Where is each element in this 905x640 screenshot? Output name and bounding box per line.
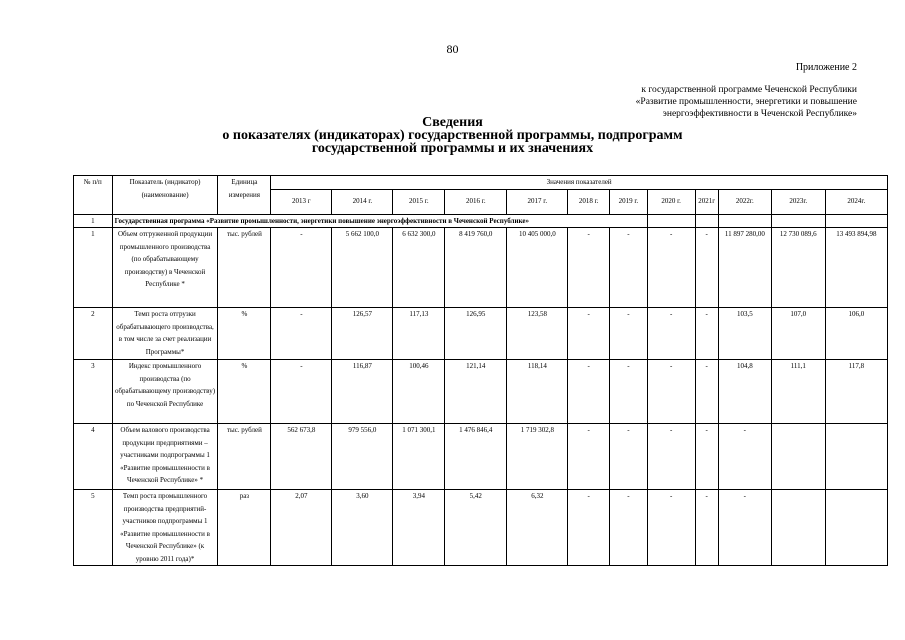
row-no: 4 (74, 424, 113, 490)
row-value: 104,8 (718, 360, 771, 424)
header-year: 2023г. (771, 189, 825, 214)
row-value: 6 632 300,0 (393, 228, 445, 308)
row-value: - (568, 490, 610, 566)
program-row (74, 214, 888, 228)
row-name: Темп роста отгрузки обрабатывающего производства, в том числе за счет реализации Программы* (112, 308, 218, 360)
row-value: 103,5 (718, 308, 771, 360)
table-row (74, 308, 888, 360)
header-year: 2016 г. (445, 189, 507, 214)
row-value: - (568, 228, 610, 308)
row-value: 1 071 300,1 (393, 424, 445, 490)
table-row (74, 490, 888, 566)
row-value: 107,0 (771, 308, 825, 360)
row-value (825, 424, 887, 490)
row-value: - (647, 424, 695, 490)
row-value: 12 730 089,6 (771, 228, 825, 308)
row-value: 11 897 280,00 (718, 228, 771, 308)
row-value: 10 405 000,0 (507, 228, 568, 308)
header-year: 2019 г. (610, 189, 648, 214)
row-value: - (610, 308, 648, 360)
row-value: 8 419 760,0 (445, 228, 507, 308)
table-row (74, 228, 888, 308)
subtitle-line: «Развитие промышленности, энергетики и повышение (635, 97, 857, 107)
row-value: - (271, 228, 332, 308)
appendix-label: Приложение 2 (795, 62, 857, 73)
header-year: 2017 г. (507, 189, 568, 214)
row-unit: тыс. рублей (218, 424, 271, 490)
row-value: 111,1 (771, 360, 825, 424)
row-value (771, 424, 825, 490)
row-name: Темп роста промышленного производства предприятий-участников подпрограммы 1 «Развитие промышленности в Чеченской Республике» (к уровню 2011 года)* (112, 490, 218, 566)
row-value: 562 673,8 (271, 424, 332, 490)
page-number: 80 (446, 42, 459, 56)
row-value: - (695, 360, 718, 424)
row-value: - (695, 424, 718, 490)
row-unit: тыс. рублей (218, 228, 271, 308)
header-name: Показатель (индикатор) (наименование) (112, 176, 218, 215)
indicators-table (73, 175, 888, 566)
row-value: 117,8 (825, 360, 887, 424)
row-value (825, 490, 887, 566)
header-year: 2014 г. (332, 189, 393, 214)
table-row (74, 424, 888, 490)
row-no: 3 (74, 360, 113, 424)
row-value: 5,42 (445, 490, 507, 566)
row-value: - (610, 424, 648, 490)
row-value: 2,07 (271, 490, 332, 566)
title-line: государственной программы и их значениях (311, 141, 594, 156)
row-value: - (647, 360, 695, 424)
row-value: - (568, 424, 610, 490)
row-value: 1 719 302,8 (507, 424, 568, 490)
row-value: 123,58 (507, 308, 568, 360)
row-no: 1 (74, 228, 113, 308)
row-value: - (647, 490, 695, 566)
row-value: 126,95 (445, 308, 507, 360)
document-title (0, 116, 905, 155)
table-row (74, 360, 888, 424)
row-value: - (695, 228, 718, 308)
program-title: Государственная программа «Развитие промышленности, энергетики повышение энергоэффективности в Чеченской Республике» (112, 214, 647, 228)
row-value: - (271, 308, 332, 360)
row-value: 121,14 (445, 360, 507, 424)
header-year: 2022г. (718, 189, 771, 214)
header-unit: Единица измерения (218, 176, 271, 215)
row-unit: % (218, 308, 271, 360)
row-value: 979 556,0 (332, 424, 393, 490)
row-value (771, 490, 825, 566)
header-year: 2018 г. (568, 189, 610, 214)
row-value: 3,60 (332, 490, 393, 566)
empty-cell (647, 214, 695, 228)
row-value: - (647, 308, 695, 360)
title-line: о показателях (индикаторах) государственной программы, подпрограмм (222, 128, 683, 143)
row-value: 117,13 (393, 308, 445, 360)
empty-cell (825, 214, 887, 228)
row-value: - (695, 308, 718, 360)
row-name: Индекс промышленного производства (по обрабатывающему производству) по Чеченской Республике (112, 360, 218, 424)
header-year: 2013 г (271, 189, 332, 214)
row-value: - (610, 490, 648, 566)
row-value: 13 493 894,98 (825, 228, 887, 308)
row-value: - (271, 360, 332, 424)
row-value: - (568, 308, 610, 360)
row-unit: % (218, 360, 271, 424)
program-no: 1 (74, 214, 113, 228)
row-value: - (718, 424, 771, 490)
subtitle-line: энергоэффективности в Чеченской Республике» (662, 109, 857, 119)
indicator-rows (74, 228, 888, 566)
row-value: 116,87 (332, 360, 393, 424)
row-name: Объем отгруженной продукции промышленного производства (по обрабатывающему производству) в Чеченской Республике * (112, 228, 218, 308)
empty-cell (718, 214, 771, 228)
row-value: 5 662 100,0 (332, 228, 393, 308)
header-year: 2020 г. (647, 189, 695, 214)
header-year: 2015 г. (393, 189, 445, 214)
row-value: - (718, 490, 771, 566)
title-line: Сведения (422, 115, 483, 130)
header-year: 2024г. (825, 189, 887, 214)
header-no: № п/п (74, 176, 113, 215)
row-value: 118,14 (507, 360, 568, 424)
row-value: 1 476 846,4 (445, 424, 507, 490)
row-value: 106,0 (825, 308, 887, 360)
empty-cell (771, 214, 825, 228)
row-value: 126,57 (332, 308, 393, 360)
row-value: - (647, 228, 695, 308)
row-value: - (695, 490, 718, 566)
row-name: Объем валового производства продукции предприятиями – участниками подпрограммы 1 «Развитие промышленности в Чеченской Республике» * (112, 424, 218, 490)
appendix-subtitle (636, 84, 857, 120)
row-no: 2 (74, 308, 113, 360)
header-year: 2021г (695, 189, 718, 214)
row-value: - (610, 228, 648, 308)
header-values-group: Значения показателей (271, 176, 888, 190)
row-value: - (610, 360, 648, 424)
row-value: 3,94 (393, 490, 445, 566)
subtitle-line: к государственной программе Чеченской Республики (641, 85, 857, 95)
empty-cell (695, 214, 718, 228)
row-no: 5 (74, 490, 113, 566)
row-value: 6,32 (507, 490, 568, 566)
row-unit: раз (218, 490, 271, 566)
row-value: - (568, 360, 610, 424)
row-value: 100,46 (393, 360, 445, 424)
